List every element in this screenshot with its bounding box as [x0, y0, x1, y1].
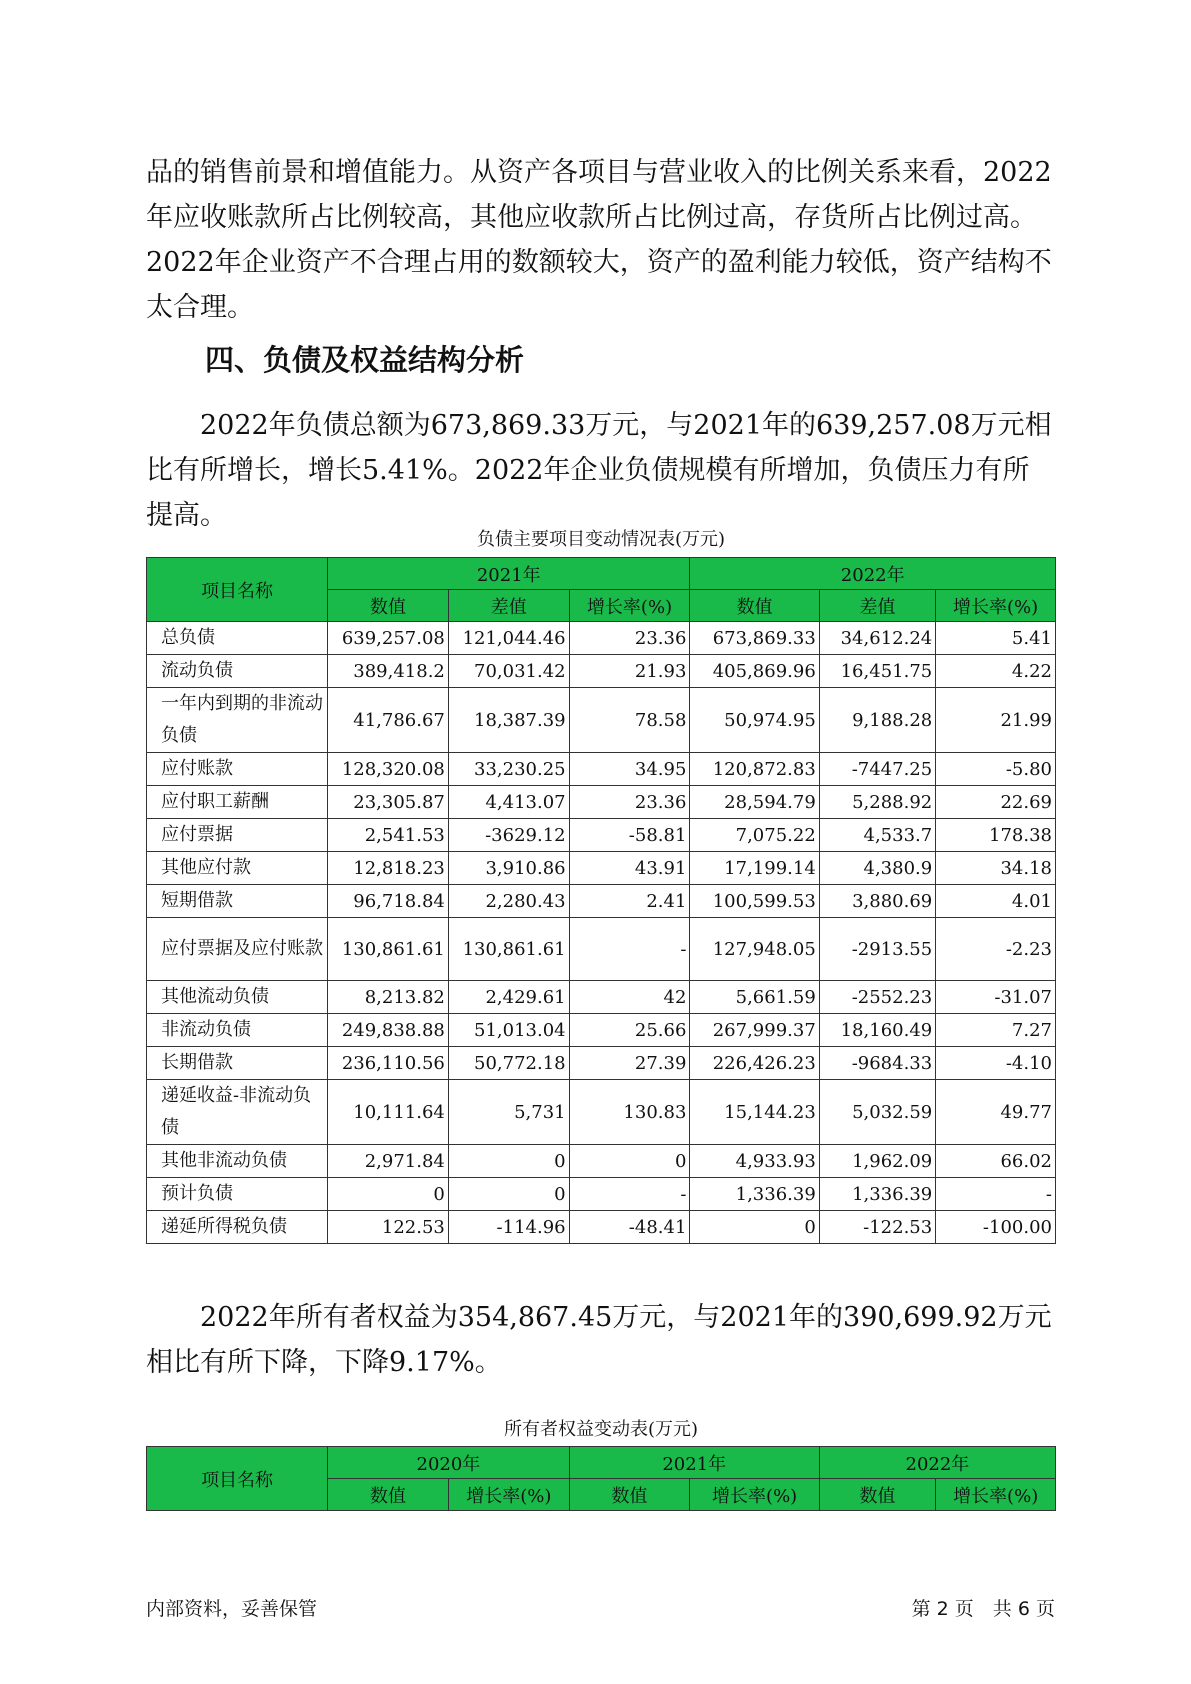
table-cell: 639,257.08: [328, 622, 449, 655]
table-cell: 120,872.83: [690, 753, 819, 786]
table-cell: -2913.55: [819, 918, 935, 981]
table-cell: 5,032.59: [819, 1080, 935, 1145]
table-row: [147, 688, 1056, 753]
table-row: [147, 885, 1056, 918]
row-label: 应付票据及应付账款: [147, 918, 328, 981]
table-row: [147, 852, 1056, 885]
table-cell: 25.66: [569, 1014, 690, 1047]
table-row: [147, 753, 1056, 786]
table-cell: 21.99: [936, 688, 1056, 753]
table-cell: 249,838.88: [328, 1014, 449, 1047]
table-cell: -: [936, 1178, 1056, 1211]
table-cell: 18,387.39: [448, 688, 569, 753]
table-cell: 226,426.23: [690, 1047, 819, 1080]
row-label: 一年内到期的非流动负债: [147, 688, 328, 753]
row-label: 非流动负债: [147, 1014, 328, 1047]
page-mid: 页 共: [954, 1598, 1012, 1620]
table-cell: 1,336.39: [819, 1178, 935, 1211]
table-cell: 5,288.92: [819, 786, 935, 819]
table-row: [147, 1211, 1056, 1244]
table-cell: 3,910.86: [448, 852, 569, 885]
row-label: 总负债: [147, 622, 328, 655]
table-cell: 0: [328, 1178, 449, 1211]
table-cell: 405,869.96: [690, 655, 819, 688]
header-growth: 增长率(%): [936, 590, 1056, 622]
table-cell: 389,418.2: [328, 655, 449, 688]
table-cell: 0: [569, 1145, 690, 1178]
row-label: 长期借款: [147, 1047, 328, 1080]
table-cell: 9,188.28: [819, 688, 935, 753]
header-year-2021: 2021年: [328, 558, 690, 590]
table-cell: 4,380.9: [819, 852, 935, 885]
table-cell: 5.41: [936, 622, 1056, 655]
table-cell: 42: [569, 981, 690, 1014]
paragraph-equity-summary: 2022年所有者权益为354,867.45万元，与2021年的390,699.92万元相比有所下降，下降9.17%。: [146, 1302, 1052, 1378]
table-cell: 7,075.22: [690, 819, 819, 852]
equity-table: [146, 1446, 1056, 1511]
table-cell: 18,160.49: [819, 1014, 935, 1047]
table-cell: 51,013.04: [448, 1014, 569, 1047]
table-cell: 27.39: [569, 1047, 690, 1080]
table-cell: -48.41: [569, 1211, 690, 1244]
table-row: [147, 1080, 1056, 1145]
header-growth: 增长率(%): [448, 1479, 569, 1511]
table-cell: 121,044.46: [448, 622, 569, 655]
table-cell: 12,818.23: [328, 852, 449, 885]
table-cell: -100.00: [936, 1211, 1056, 1244]
header-value: 数值: [690, 590, 819, 622]
table-cell: 34.95: [569, 753, 690, 786]
table-cell: 2,429.61: [448, 981, 569, 1014]
paragraph-asset-conclusion: 品的销售前景和增值能力。从资产各项目与营业收入的比例关系来看，2022年应收账款所占比例较高，其他应收款所占比例过高，存货所占比例过高。2022年企业资产不合理占用的数额较大，资产的盈利能力较低，资产结构不太合理。: [146, 157, 1052, 323]
table-cell: -: [569, 918, 690, 981]
table-cell: 16,451.75: [819, 655, 935, 688]
table-cell: 78.58: [569, 688, 690, 753]
header-value: 数值: [328, 590, 449, 622]
page-suffix: 页: [1035, 1598, 1055, 1620]
table-cell: 0: [448, 1178, 569, 1211]
row-label: 短期借款: [147, 885, 328, 918]
header-diff: 差值: [819, 590, 935, 622]
table-cell: 8,213.82: [328, 981, 449, 1014]
table-cell: 130,861.61: [448, 918, 569, 981]
table-cell: 4,933.93: [690, 1145, 819, 1178]
table-cell: 50,974.95: [690, 688, 819, 753]
table-cell: 122.53: [328, 1211, 449, 1244]
table-cell: 2,280.43: [448, 885, 569, 918]
table-cell: 17,199.14: [690, 852, 819, 885]
table-cell: 4.01: [936, 885, 1056, 918]
table-cell: 7.27: [936, 1014, 1056, 1047]
table-cell: 1,336.39: [690, 1178, 819, 1211]
table-cell: 70,031.42: [448, 655, 569, 688]
header-year-2020: 2020年: [328, 1447, 570, 1479]
table-cell: 0: [690, 1211, 819, 1244]
table-cell: -9684.33: [819, 1047, 935, 1080]
table-cell: -2552.23: [819, 981, 935, 1014]
table-cell: 34.18: [936, 852, 1056, 885]
row-label: 递延所得税负债: [147, 1211, 328, 1244]
table-cell: 49.77: [936, 1080, 1056, 1145]
table-cell: 4.22: [936, 655, 1056, 688]
table-cell: -58.81: [569, 819, 690, 852]
paragraph-liabilities-summary: 2022年负债总额为673,869.33万元，与2021年的639,257.08万元相比有所增长，增长5.41%。2022年企业负债规模有所增加，负债压力有所提高。: [146, 410, 1052, 531]
row-label: 流动负债: [147, 655, 328, 688]
table-cell: 10,111.64: [328, 1080, 449, 1145]
table-cell: 21.93: [569, 655, 690, 688]
table-cell: -2.23: [936, 918, 1056, 981]
table-row: [147, 622, 1056, 655]
table-row: [147, 918, 1056, 981]
table-cell: 43.91: [569, 852, 690, 885]
table-cell: 178.38: [936, 819, 1056, 852]
header-value: 数值: [328, 1479, 449, 1511]
table-cell: -3629.12: [448, 819, 569, 852]
row-label: 应付账款: [147, 753, 328, 786]
table-cell: 4,413.07: [448, 786, 569, 819]
table-row: [147, 1178, 1056, 1211]
header-year-2021: 2021年: [569, 1447, 819, 1479]
row-label: 其他非流动负债: [147, 1145, 328, 1178]
table-cell: -114.96: [448, 1211, 569, 1244]
table-cell: -7447.25: [819, 753, 935, 786]
table-cell: 96,718.84: [328, 885, 449, 918]
table-cell: -4.10: [936, 1047, 1056, 1080]
header-year-2022: 2022年: [690, 558, 1056, 590]
header-value: 数值: [819, 1479, 935, 1511]
liabilities-table: [146, 557, 1056, 1244]
footer-page-number: [912, 1594, 1055, 1621]
table-cell: 130,861.61: [328, 918, 449, 981]
table-cell: 23.36: [569, 622, 690, 655]
table-caption-equity: 所有者权益变动表(万元): [503, 1419, 699, 1440]
table-row: [147, 786, 1056, 819]
table-cell: 1,962.09: [819, 1145, 935, 1178]
table-cell: 128,320.08: [328, 753, 449, 786]
header-growth: 增长率(%): [569, 590, 690, 622]
table-row: [147, 1047, 1056, 1080]
row-label: 应付票据: [147, 819, 328, 852]
table-caption-liabilities: 负债主要项目变动情况表(万元): [476, 529, 726, 550]
table-cell: 130.83: [569, 1080, 690, 1145]
table-cell: 0: [448, 1145, 569, 1178]
table-cell: 3,880.69: [819, 885, 935, 918]
table-cell: 41,786.67: [328, 688, 449, 753]
table-cell: 2.41: [569, 885, 690, 918]
table-cell: 5,661.59: [690, 981, 819, 1014]
table-cell: 100,599.53: [690, 885, 819, 918]
table-cell: 22.69: [936, 786, 1056, 819]
table-cell: 15,144.23: [690, 1080, 819, 1145]
table-cell: 5,731: [448, 1080, 569, 1145]
table-cell: 23.36: [569, 786, 690, 819]
table-cell: -5.80: [936, 753, 1056, 786]
row-label: 递延收益-非流动负债: [147, 1080, 328, 1145]
table-cell: 127,948.05: [690, 918, 819, 981]
table-cell: 23,305.87: [328, 786, 449, 819]
table-row: [147, 1145, 1056, 1178]
header-growth: 增长率(%): [690, 1479, 819, 1511]
row-label: 其他应付款: [147, 852, 328, 885]
row-label: 预计负债: [147, 1178, 328, 1211]
header-growth: 增长率(%): [936, 1479, 1056, 1511]
table-cell: 66.02: [936, 1145, 1056, 1178]
table-row: [147, 655, 1056, 688]
table-cell: -: [569, 1178, 690, 1211]
row-label: 应付职工薪酬: [147, 786, 328, 819]
table-cell: 28,594.79: [690, 786, 819, 819]
table-row: [147, 819, 1056, 852]
header-diff: 差值: [448, 590, 569, 622]
header-item-name: 项目名称: [147, 558, 328, 622]
footer-confidential-note: 内部资料，妥善保管: [146, 1598, 318, 1620]
table-row: [147, 1014, 1056, 1047]
current-page: 2: [936, 1598, 949, 1620]
table-cell: 673,869.33: [690, 622, 819, 655]
table-cell: 2,971.84: [328, 1145, 449, 1178]
table-cell: 236,110.56: [328, 1047, 449, 1080]
table-cell: 4,533.7: [819, 819, 935, 852]
header-year-2022: 2022年: [819, 1447, 1055, 1479]
table-cell: -122.53: [819, 1211, 935, 1244]
table-cell: 33,230.25: [448, 753, 569, 786]
table-cell: 34,612.24: [819, 622, 935, 655]
table-cell: 50,772.18: [448, 1047, 569, 1080]
table-cell: 2,541.53: [328, 819, 449, 852]
header-item-name: 项目名称: [147, 1447, 328, 1511]
section-heading: 四、负债及权益结构分析: [205, 343, 525, 377]
header-value: 数值: [569, 1479, 690, 1511]
total-pages: 6: [1017, 1598, 1030, 1620]
table-row: [147, 981, 1056, 1014]
table-cell: 267,999.37: [690, 1014, 819, 1047]
row-label: 其他流动负债: [147, 981, 328, 1014]
page-prefix: 第: [911, 1598, 931, 1620]
table-cell: -31.07: [936, 981, 1056, 1014]
